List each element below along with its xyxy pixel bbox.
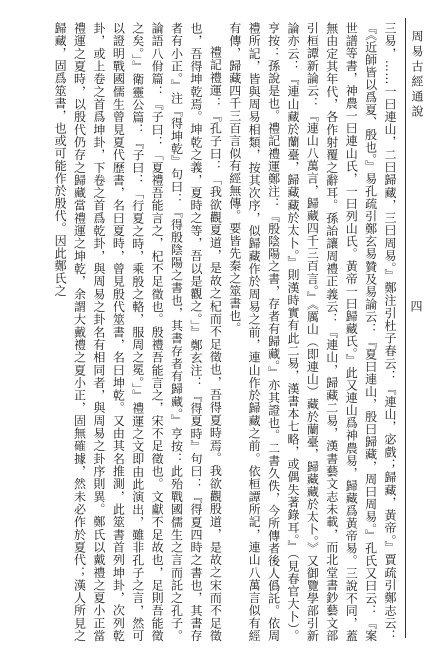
page-number: 四 (409, 300, 423, 312)
header-divider (405, 18, 406, 638)
paragraph-1: 三易，……一曰連山，二曰歸藏，三曰周易。』鄭注引杜子春云：『連山，宓戲；歸藏，黃帝。』賈疏引鄭志云：『《近師皆以爲夏、殷也。』易孔疏引鄭玄易贊及易論云：『夏曰連山，殷曰歸藏，周曰周易。』孔氏又曰云：『案世譜等書，神農一曰連山氏，一曰列山氏。黃帝一曰歸藏氏。』此又連山爲神農易，歸藏爲黃帝易。三說不同，蓋無由定其年代，各作射覆之辭耳。孫詒讓周禮正義云：『連山，歸藏二易，漢書藝文志未載，而北堂書鈔藝文部引桓譚新論云：『連山八萬言，歸藏四千三百言。』《厲山（即連山）藏於蘭臺，歸藏藏於太卜。》又御覽學部引新論亦云：『連山藏於蘭臺，歸藏藏於太卜。』則漢時實有此二易，漢書本七略，或偶失著錄耳。』（見春官大卜）。亨按：孫說是也。禮記禮運鄭注：『殷陰陽之書，存者有歸藏。』亦其證也。二書久佚，今所傳者後人僞託。依周禮所記，皆與周易相類，按其次序，似歸藏作於周易之前，連山作於歸藏之前。依桓譚所記，連山八萬言似有經有傳，歸藏四千三百言似有經無傳。要皆先秦之筮書也。 (227, 22, 397, 642)
running-title: 周易古經通說 (410, 30, 424, 120)
vertical-body-text (19, 22, 399, 642)
paragraph-2: 禮記禮運：『孔子曰：「我欲觀夏道，是故之杞而不足徵也，吾得夏時焉。我欲觀殷道，是故之宋而不足徵也，吾得坤乾焉。坤乾之義，夏時之等，吾以是觀之。」』鄭玄注：『得夏時』句曰：『得夏四時之書也，其書存者有小正。』注『得坤乾』句曰：『得殷陰陽之書也，其書存者有歸藏。』亨按：此殆戰國儒生之言而託之孔子。論語八佾篇：『子曰：「夏禮吾能言之，杞不足徵也。殷禮吾能言之，宋不足徵也。文獻不足故也，足則吾能徵之矣。」』衛靈公篇：『子曰：「行夏之時，乘殷之輅，服周之冕。」』禮運之文即由此演出，雖非孔子之言，然可以證明戰國儒生曾見夏代歷書，名曰夏時，曾見殷代筮書，名曰坤乾。又由其名推測，此筮書首列坤卦，次列乾卦，或上卷之首爲坤卦，下卷之首爲乾卦，與周易之卦名有相同者，與周易之卦序則異。鄭氏以戴禮之夏小正當禮運之夏時，以殷代仍存之歸藏當禮運之坤乾，余謂大戴禮之夏小正，固無確據，然未必作於夏代；漢人所見之歸藏，固爲筮書，也或可能作於殷代。因此鄭氏之 (53, 22, 223, 642)
